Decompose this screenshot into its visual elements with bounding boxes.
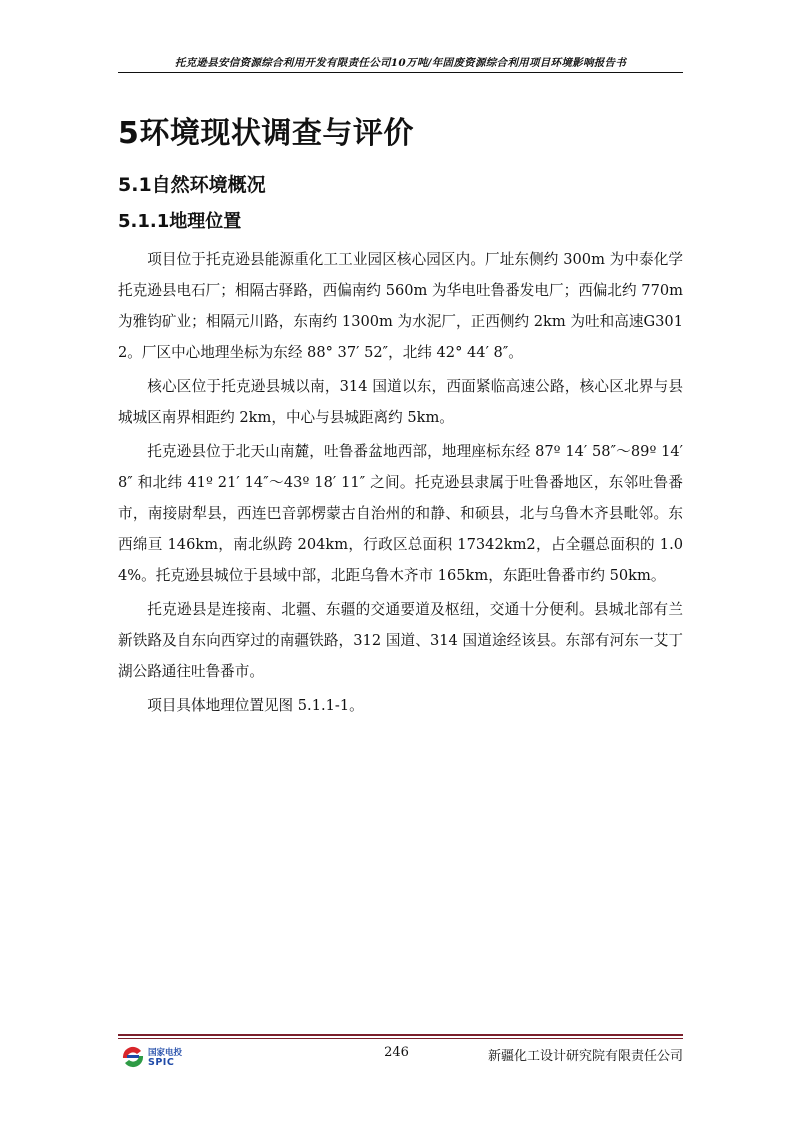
paragraph-county: 托克逊县位于北天山南麓，吐鲁番盆地西部，地理座标东经 87º 14′ 58″～89º 14′ 8″ 和北纬 41º 21′ 14″～43º 18′ 11″ 之间。托克逊县隶属于吐鲁番地区，东邻吐鲁番市，南接尉犁县，西连巴音郭楞蒙古自治州的和静、和硕县，北与乌鲁木齐县毗邻。东西绵亘 146km，南北纵跨 204km，行政区总面积 17342km2，占全疆总面积的 1.04%。托克逊县城位于县域中部，北距乌鲁木齐市 165km，东距吐鲁番市约 50km。 [118,443,683,584]
subsection-title: 5.1.1地理位置 [118,211,242,232]
footer-divider-thin [118,1038,683,1039]
logo-chinese-text: 国家电投 [148,1048,183,1058]
footer-divider-thick [118,1034,683,1036]
page-number: 246 [384,1045,409,1060]
paragraph-transport: 托克逊县是连接南、北疆、东疆的交通要道及枢纽，交通十分便利。县城北部有兰新铁路及自东向西穿过的南疆铁路，312 国道、314 国道途经该县。东部有河东一艾丁湖公路通往吐鲁番市。 [118,601,683,680]
header-divider [118,72,683,73]
logo-english-text: SPIC [148,1057,175,1068]
chapter-title: 5环境现状调查与评价 [118,116,414,151]
paragraph-figure-ref: 项目具体地理位置见图 5.1.1-1。 [147,697,364,714]
section-title: 5.1自然环境概况 [118,174,266,196]
body-text [118,244,683,724]
paragraph-location: 项目位于托克逊县能源重化工工业园区核心园区内。厂址东侧约 300m 为中泰化学托克逊县电石厂；相隔古驿路，西偏南约 560m 为华电吐鲁番发电厂；西偏北约 770m 为雅钧矿业；相隔元川路，东南约 1300m 为水泥厂，正西侧约 2km 为吐和高速G3012。厂区中心地理坐标为东经 88° 37′ 52″，北纬 42° 44′ 8″。 [118,251,683,361]
running-header: 托克逊县安信资源综合利用开发有限责任公司10万吨/年固废资源综合利用项目环境影响报告书 [174,57,627,69]
paragraph-core-zone: 核心区位于托克逊县城以南，314 国道以东，西面紧临高速公路，核心区北界与县城城区南界相距约 2km，中心与县城距离约 5km。 [118,378,683,426]
footer-organization: 新疆化工设计研究院有限责任公司 [487,1049,683,1064]
